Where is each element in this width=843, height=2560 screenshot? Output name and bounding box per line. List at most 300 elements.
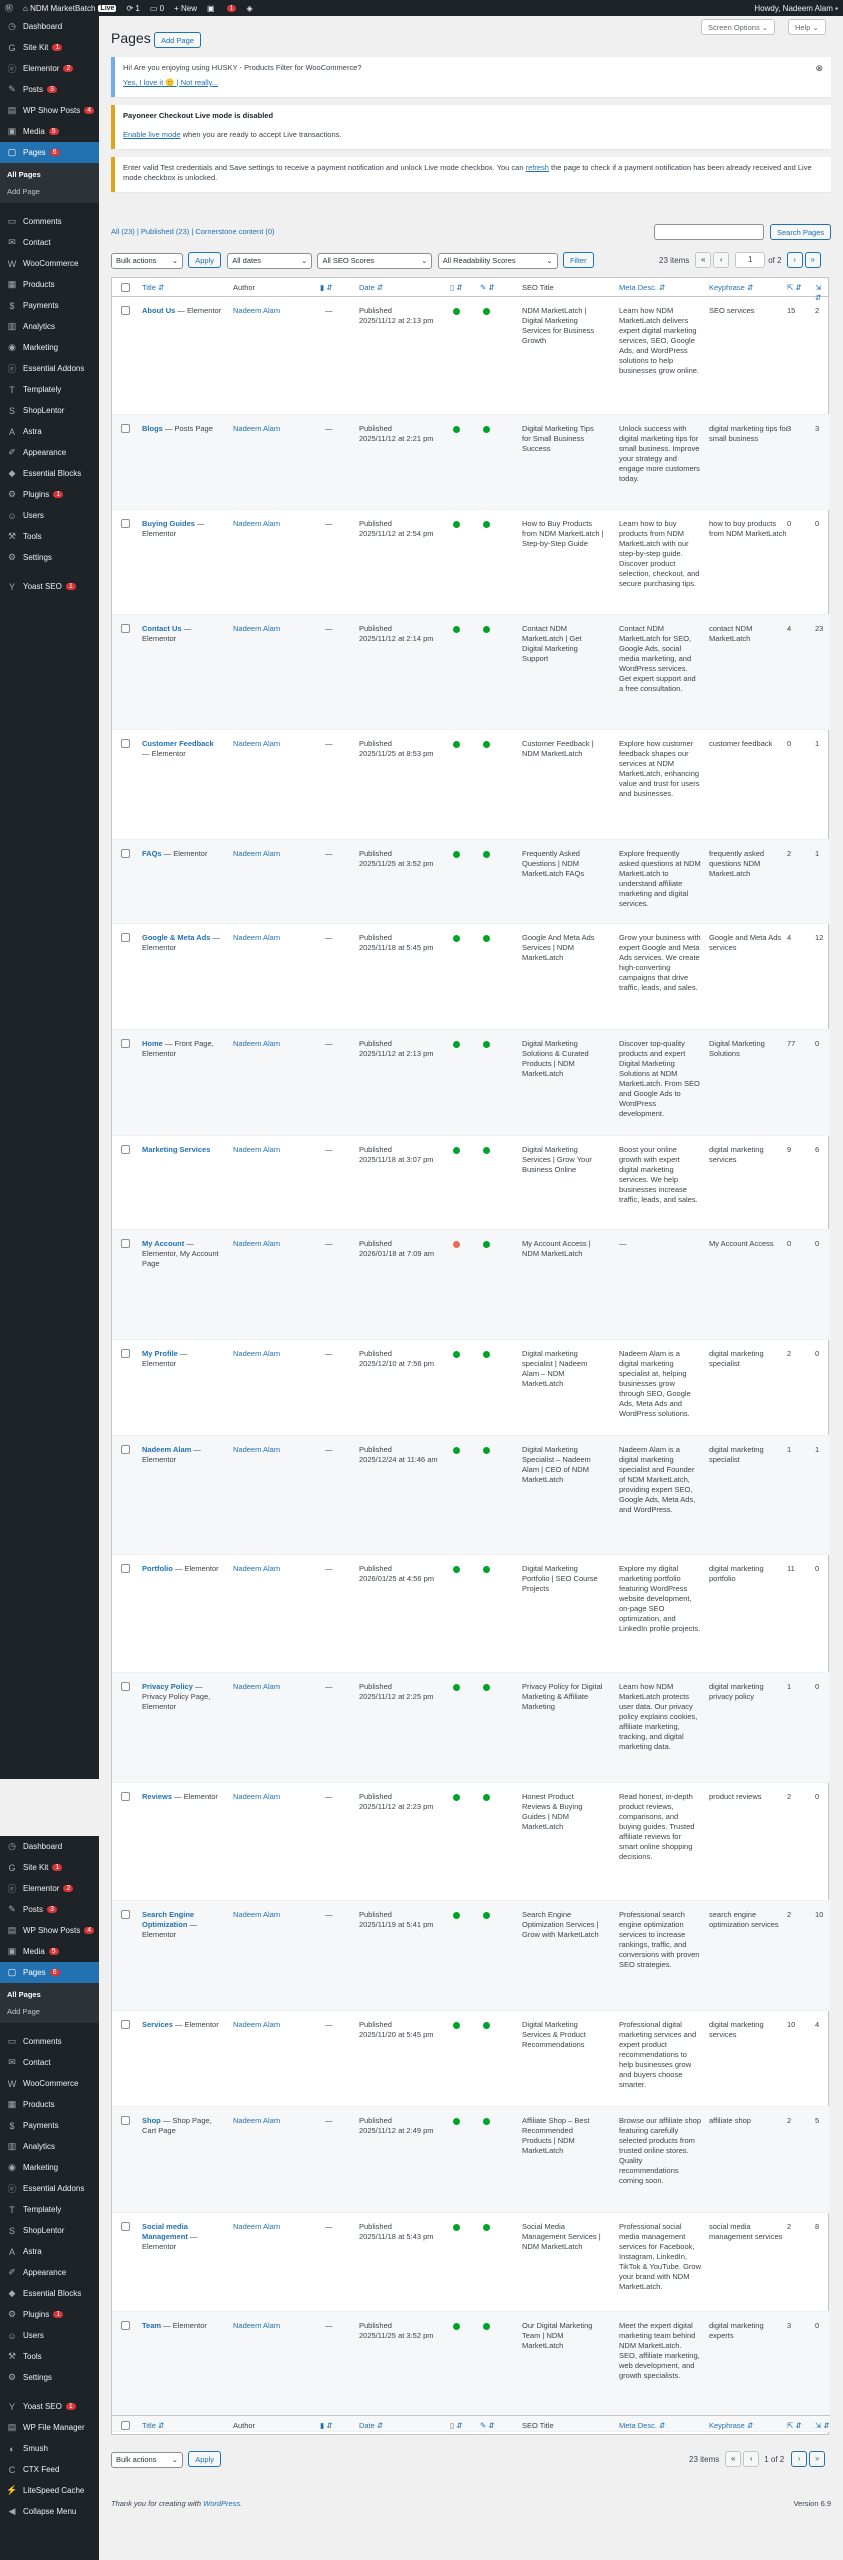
husky-feedback-links[interactable]: Yes, I love it 🙂 | Not really... (123, 78, 219, 87)
page-title-link[interactable]: Search Engine Optimization (142, 1910, 195, 1929)
sidebar-item-products[interactable] (0, 274, 99, 295)
author-link[interactable]: Nadeem Alam (233, 1349, 281, 1358)
meta-desc-column-header[interactable]: Meta Desc. ⇵ (619, 283, 666, 292)
plugins-icon: ⚙ (7, 2309, 17, 2319)
sidebar-item-plugins[interactable] (0, 2304, 99, 2325)
row-checkbox[interactable] (121, 933, 130, 942)
sidebar-item-label: WP Show Posts (23, 106, 81, 115)
author-link[interactable]: Nadeem Alam (233, 739, 281, 748)
sidebar-item-plugins[interactable] (0, 484, 99, 505)
search-input[interactable] (654, 224, 764, 240)
seo-title-cell: Frequently Asked Questions | NDM MarketLatch FAQs (522, 849, 585, 878)
date-cell: Published 2025/11/12 at 2:21 pm (359, 424, 434, 443)
row-checkbox[interactable] (121, 519, 130, 528)
yoast-seo-icon: Y (8, 581, 15, 592)
add-page-button[interactable]: Add Page (154, 32, 201, 48)
page-title-link[interactable]: Team (142, 2321, 162, 2330)
row-checkbox[interactable] (121, 1682, 130, 1691)
readability-score-dot (483, 1351, 490, 1358)
table-row (112, 297, 830, 415)
sidebar-item-astra[interactable] (0, 2241, 99, 2262)
seo-scores-select[interactable]: All SEO Scores ⌄ (317, 253, 432, 269)
elementor-badge: 2 (63, 65, 73, 72)
meta-desc-column-header-footer[interactable]: Meta Desc. ⇵ (619, 2421, 666, 2430)
incoming-links-count: 23 (815, 624, 824, 633)
table-row (112, 1436, 830, 1555)
yoast-seo-badge: 1 (66, 2403, 76, 2410)
sidebar-item-elementor[interactable] (0, 1878, 99, 1899)
screen-options-button[interactable]: Screen Options ⌄ (701, 19, 775, 35)
row-checkbox[interactable] (121, 1564, 130, 1573)
keyphrase-column-header-footer[interactable]: Keyphrase ⇵ (709, 2421, 754, 2430)
dismiss-icon[interactable]: ⊗ (815, 63, 823, 73)
sidebar-item-astra[interactable] (0, 421, 99, 442)
row-checkbox[interactable] (121, 424, 130, 433)
row-checkbox[interactable] (121, 2222, 130, 2231)
submenu-item-all-pages[interactable]: All Pages (7, 1990, 41, 1999)
comment-icon: ▭ (149, 3, 160, 13)
products-icon: ▦ (7, 279, 17, 289)
current-page-input[interactable]: 1 (735, 252, 765, 268)
sidebar-item-media[interactable] (0, 1941, 99, 1962)
prev-page-button: ‹ (713, 252, 729, 268)
sidebar-item-comments[interactable] (0, 2031, 99, 2052)
select-all-checkbox-footer[interactable] (121, 2421, 130, 2430)
items-count: 23 items (659, 255, 690, 265)
sidebar-item-site-kit[interactable] (0, 1857, 99, 1878)
author-link[interactable]: Nadeem Alam (233, 1910, 281, 1919)
page-title-link[interactable]: Nadeem Alam (142, 1445, 192, 1454)
view-filters[interactable]: All (23) | Published (23) | Cornerstone content (0) (111, 227, 275, 236)
sidebar-item-label: Collapse Menu (23, 2507, 77, 2516)
payoneer-notice (111, 105, 831, 149)
sidebar-item-label: Comments (23, 2037, 62, 2046)
page-title-link[interactable]: Services (142, 2020, 173, 2029)
date-column-header-footer[interactable]: Date ⇵ (359, 2421, 384, 2430)
table-row (112, 615, 830, 730)
sidebar-item-appearance[interactable] (0, 442, 99, 463)
author-link[interactable]: Nadeem Alam (233, 306, 281, 315)
site-kit-icon: G (8, 42, 16, 53)
notifications-link[interactable] (220, 0, 242, 16)
sidebar-item-settings[interactable] (0, 2367, 99, 2388)
table-row (112, 415, 830, 510)
readability-score-dot (483, 2224, 490, 2231)
comments-count: — (325, 1564, 333, 1573)
author-link[interactable]: Nadeem Alam (233, 2020, 281, 2029)
seo-title-cell: Digital marketing specialist | Nadeem Alam – NDM MarketLatch (522, 1349, 588, 1388)
payoneer-text: when you are ready to accept Live transactions. (180, 130, 342, 139)
sidebar-item-litespeed-cache[interactable] (0, 2480, 99, 2501)
page-title-link[interactable]: Home (142, 1039, 163, 1048)
date-cell: Published 2025/11/12 at 2:23 pm (359, 1792, 434, 1811)
date-cell: Published 2025/11/18 at 3:07 pm (359, 1145, 434, 1164)
next-page-button-bottom[interactable]: › (791, 2451, 807, 2467)
last-page-button[interactable]: » (805, 252, 821, 268)
page-title: Pages (111, 30, 151, 46)
sidebar-item-pages[interactable] (0, 1962, 99, 1983)
page-title-cell (142, 1039, 222, 1059)
sidebar-item-collapse-menu[interactable] (0, 2501, 99, 2522)
sidebar-item-wp-file-manager[interactable] (0, 2417, 99, 2438)
comments-count: — (325, 306, 333, 315)
site-name-link[interactable] (18, 0, 121, 16)
admin-sidebar (0, 16, 99, 1779)
submenu-item-add-page[interactable]: Add Page (7, 2007, 40, 2016)
sidebar-item-label: Site Kit (23, 43, 49, 52)
sidebar-item-tools[interactable] (0, 2346, 99, 2367)
title-column-header[interactable]: Title ⇵ (142, 283, 165, 292)
sidebar-item-yoast-seo[interactable] (0, 2396, 99, 2417)
date-column-header[interactable]: Date ⇵ (359, 283, 384, 292)
outgoing-links-count: 2 (787, 1792, 792, 1801)
sidebar-item-analytics[interactable] (0, 316, 99, 337)
page-title-link[interactable]: Contact Us (142, 624, 182, 633)
seo-title-cell: Google And Meta Ads Services | NDM MarketLatch (522, 933, 595, 962)
title-column-header-footer[interactable]: Title ⇵ (142, 2421, 165, 2430)
apply-button-bottom[interactable]: Apply (188, 2451, 221, 2467)
table-row (112, 1673, 830, 1783)
outgoing-links-count: 0 (787, 519, 792, 528)
page-title-link[interactable]: About Us (142, 306, 176, 315)
wordpress-link[interactable]: WordPress. (203, 2499, 243, 2508)
sidebar-item-wp-show-posts[interactable] (0, 100, 99, 121)
sidebar-item-users[interactable] (0, 505, 99, 526)
author-link[interactable]: Nadeem Alam (233, 2116, 281, 2125)
keyphrase-cell: digital marketing services (709, 2020, 764, 2039)
sidebar-item-pages[interactable] (0, 142, 99, 163)
sidebar-item-settings[interactable] (0, 547, 99, 568)
wordpress-logo-icon[interactable]: Ⓦ (5, 3, 13, 13)
date-cell: Published 2025/11/12 at 2:13 pm (359, 1039, 434, 1058)
readability-score-dot (483, 1447, 490, 1454)
comments-link[interactable] (145, 0, 169, 16)
seo-title-cell: NDM MarketLatch | Digital Marketing Services for Business Growth (522, 306, 595, 345)
page-state-label: — Elementor (161, 849, 208, 858)
keyphrase-cell: product reviews (709, 1792, 762, 1801)
date-cell: Published 2025/11/12 at 2:25 pm (359, 1682, 434, 1701)
meta-desc-cell: Meet the expert digital marketing team behind NDM MarketLatch. SEO, affiliate marketing, web development, and growth specialists. (619, 2321, 700, 2380)
site-name: NDM MarketBatch (30, 3, 96, 13)
seo-score-dot (453, 1566, 460, 1573)
sidebar-item-shoplentor[interactable] (0, 400, 99, 421)
page-title-link[interactable]: Google & Meta Ads (142, 933, 211, 942)
row-checkbox[interactable] (121, 1039, 130, 1048)
woo-icon[interactable]: ▣ (206, 3, 215, 13)
sidebar-item-comments[interactable] (0, 211, 99, 232)
sidebar-item-tools[interactable] (0, 526, 99, 547)
row-checkbox[interactable] (121, 1145, 130, 1154)
row-checkbox[interactable] (121, 849, 130, 858)
keyphrase-cell: digital marketing portfolio (709, 1564, 764, 1583)
sidebar-item-ctx-feed[interactable] (0, 2459, 99, 2480)
table-row (112, 1340, 830, 1436)
author-link[interactable]: Nadeem Alam (233, 519, 281, 528)
author-link[interactable]: Nadeem Alam (233, 933, 281, 942)
sidebar-item-contact[interactable] (0, 232, 99, 253)
plus-icon: + (174, 3, 181, 13)
dates-select[interactable]: All dates ⌄ (227, 253, 312, 269)
page-title-link[interactable]: Social media Management (142, 2222, 188, 2241)
readability-score-dot (483, 2022, 490, 2029)
refresh-link[interactable]: refresh (525, 163, 549, 172)
comments-column-icon-footer[interactable]: ▮ ⇵ (320, 2421, 333, 2430)
sidebar-item-label: Yoast SEO (23, 582, 62, 591)
incoming-links-count: 10 (815, 1910, 824, 1919)
author-link[interactable]: Nadeem Alam (233, 1039, 281, 1048)
sidebar-item-label: ShopLentor (23, 2226, 65, 2235)
sidebar-item-label: Settings (23, 553, 52, 562)
total-pages: of 2 (768, 255, 782, 265)
page-title-link[interactable]: My Account (142, 1239, 185, 1248)
sidebar-item-marketing[interactable] (0, 2157, 99, 2178)
page-title-link[interactable]: Marketing Services (142, 1145, 211, 1154)
row-checkbox[interactable] (121, 2116, 130, 2125)
meta-desc-cell: Contact NDM MarketLatch for SEO, Google Ads, social media marketing, and WordPress services. Get expert support and a free consultation. (619, 624, 696, 693)
sidebar-item-essential-addons[interactable] (0, 358, 99, 379)
meta-desc-cell: Professional social media management services for Facebook, Instagram, LinkedIn, TikTok & YouTube. Grow your brand with NDM MarketLatch. (619, 2222, 701, 2291)
sidebar-item-label: Media (23, 127, 45, 136)
shoplentor-icon: S (8, 2225, 15, 2236)
row-checkbox[interactable] (121, 2321, 130, 2330)
contact-icon: ✉ (8, 237, 16, 247)
sidebar-item-dashboard[interactable] (0, 16, 99, 37)
sidebar-item-products[interactable] (0, 2094, 99, 2115)
bulk-actions-select-bottom[interactable]: Bulk actions ⌄ (111, 2452, 183, 2468)
keyphrase-cell: Digital Marketing Solutions (709, 1039, 765, 1058)
page-title-link[interactable]: Buying Guides (142, 519, 195, 528)
sidebar-item-label: Users (23, 511, 44, 520)
row-checkbox[interactable] (121, 1792, 130, 1801)
readability-column-icon-footer[interactable]: ✎ ⇵ (480, 2421, 495, 2430)
outgoing-links-column-icon[interactable]: ⇱ ⇵ (787, 283, 802, 292)
sidebar-item-essential-blocks[interactable] (0, 463, 99, 484)
sidebar-item-posts[interactable] (0, 1899, 99, 1920)
sidebar-item-marketing[interactable] (0, 337, 99, 358)
page-state-label: — Elementor (142, 749, 186, 758)
sidebar-item-woocommerce[interactable] (0, 253, 99, 274)
sidebar-item-shoplentor[interactable] (0, 2220, 99, 2241)
sidebar-item-essential-addons[interactable] (0, 2178, 99, 2199)
page-title-link[interactable]: Blogs (142, 424, 163, 433)
howdy-link[interactable] (749, 0, 843, 16)
author-link[interactable]: Nadeem Alam (233, 1239, 281, 1248)
page-state-label: — Elementor (142, 624, 192, 643)
row-checkbox[interactable] (121, 1239, 130, 1248)
incoming-links-column-icon[interactable]: ⇲ ⇵ (815, 283, 822, 302)
page-title-link[interactable]: Shop (142, 2116, 161, 2125)
sidebar-item-appearance[interactable] (0, 2262, 99, 2283)
seo-score-dot (453, 935, 460, 942)
sidebar-item-essential-blocks[interactable] (0, 2283, 99, 2304)
sidebar-item-site-kit[interactable] (0, 37, 99, 58)
woocommerce-icon: W (7, 258, 17, 269)
marketing-icon: ◉ (8, 342, 16, 352)
page-title-link[interactable]: Reviews (142, 1792, 173, 1801)
row-checkbox[interactable] (121, 2020, 130, 2029)
outgoing-links-count: 0 (787, 739, 792, 748)
help-button[interactable]: Help ⌄ (788, 19, 826, 35)
keyphrase-cell: SEO services (709, 306, 755, 315)
author-link[interactable]: Nadeem Alam (233, 1682, 281, 1691)
readability-column-icon[interactable]: ✎ ⇵ (480, 283, 495, 292)
sidebar-item-label: Payments (23, 2121, 59, 2130)
pages-submenu (0, 163, 99, 203)
yoast-seo-icon: Y (8, 2401, 15, 2412)
incoming-links-count: 1 (815, 849, 820, 858)
search-pages-button[interactable]: Search Pages (770, 224, 831, 240)
seo-score-column-icon[interactable]: ▯ ⇵ (450, 283, 463, 292)
select-all-checkbox[interactable] (121, 283, 130, 292)
comments-count: 0 (159, 3, 165, 13)
incoming-links-count: 8 (815, 2222, 820, 2231)
row-checkbox[interactable] (121, 1910, 130, 1919)
keyphrase-cell: customer feedback (709, 739, 773, 748)
date-cell: Published 2025/11/12 at 2:54 pm (359, 519, 434, 538)
author-column-header: Author (233, 283, 256, 292)
pages-badge: 6 (50, 149, 60, 156)
comments-count: — (325, 2321, 333, 2330)
incoming-links-column-icon-footer[interactable]: ⇲ ⇵ (815, 2421, 830, 2430)
meta-desc-cell: Learn how NDM MarketLatch delivers expert digital marketing services, SEO, Google Ads, and WordPress solutions to help businesses grow online. (619, 306, 700, 375)
smush-icon: ◐ (9, 2443, 15, 2454)
page-state-label: — Elementor (172, 1564, 219, 1573)
comments-count: — (325, 1445, 333, 1454)
sidebar-item-users[interactable] (0, 2325, 99, 2346)
comments-count: — (325, 1792, 333, 1801)
sidebar-item-dashboard[interactable] (0, 1836, 99, 1857)
page-title-cell (142, 2222, 222, 2252)
keyphrase-cell: affiliate shop (709, 2116, 751, 2125)
sidebar-item-woocommerce[interactable] (0, 2073, 99, 2094)
sidebar-item-analytics[interactable] (0, 2136, 99, 2157)
sidebar-item-label: Essential Blocks (23, 2289, 82, 2298)
sidebar-item-yoast-seo[interactable] (0, 576, 99, 597)
submenu-item-add-page[interactable]: Add Page (7, 187, 40, 196)
seo-score-dot (453, 2022, 460, 2029)
table-row (112, 840, 830, 924)
outgoing-links-count: 2 (787, 2116, 792, 2125)
page-title-link[interactable]: Privacy Policy (142, 1682, 193, 1691)
elementor-badge: 2 (63, 1885, 73, 1892)
essential-blocks-icon: ◆ (8, 2288, 16, 2298)
page-title-cell (142, 306, 222, 316)
enable-live-mode-link[interactable]: Enable live mode (123, 130, 181, 139)
page-state-label: — Elementor (175, 306, 222, 315)
last-page-button-bottom[interactable]: » (809, 2451, 825, 2467)
sidebar-item-posts[interactable] (0, 79, 99, 100)
author-link[interactable]: Nadeem Alam (233, 1564, 281, 1573)
keyphrase-column-header[interactable]: Keyphrase ⇵ (709, 283, 754, 292)
row-checkbox[interactable] (121, 624, 130, 633)
keyphrase-cell: digital marketing specialist (709, 1349, 764, 1368)
sidebar-item-label: Elementor (23, 64, 60, 73)
page-title-cell (142, 1239, 222, 1269)
author-link[interactable]: Nadeem Alam (233, 1792, 281, 1801)
sidebar-item-wp-show-posts[interactable] (0, 1920, 99, 1941)
new-content-link[interactable] (169, 0, 202, 16)
comments-column-icon[interactable]: ▮ ⇵ (320, 283, 333, 292)
outgoing-links-count: 0 (787, 1239, 792, 1248)
sidebar-item-templately[interactable] (0, 379, 99, 400)
author-link[interactable]: Nadeem Alam (233, 1445, 281, 1454)
apply-button[interactable]: Apply (188, 252, 221, 268)
page-state-label: — Elementor (142, 933, 221, 952)
readability-score-dot (483, 1794, 490, 1801)
sidebar-item-payments[interactable] (0, 2115, 99, 2136)
author-link[interactable]: Nadeem Alam (233, 624, 281, 633)
page-title-link[interactable]: Customer Feedback (142, 739, 214, 748)
sidebar-item-payments[interactable] (0, 295, 99, 316)
incoming-links-count: 0 (815, 1349, 820, 1358)
table-row (112, 2107, 830, 2213)
sidebar-item-elementor[interactable] (0, 58, 99, 79)
keyphrase-cell: how to buy products from NDM MarketLatch (709, 519, 787, 538)
author-link[interactable]: Nadeem Alam (233, 2321, 281, 2330)
outgoing-links-column-icon-footer[interactable]: ⇱ ⇵ (787, 2421, 802, 2430)
next-page-button[interactable]: › (787, 252, 803, 268)
readability-select[interactable]: All Readability Scores ⌄ (438, 253, 558, 269)
sidebar-item-label: Astra (23, 427, 42, 436)
page-title-link[interactable]: My Profile (142, 1349, 178, 1358)
sidebar-item-smush[interactable] (0, 2438, 99, 2459)
sidebar-item-label: Essential Blocks (23, 469, 82, 478)
sidebar-item-media[interactable] (0, 121, 99, 142)
seo-title-cell: Digital Marketing Tips for Small Business Success (522, 424, 594, 453)
seo-score-column-icon-footer[interactable]: ▯ ⇵ (450, 2421, 463, 2430)
sidebar-item-label: WooCommerce (23, 2079, 79, 2088)
ctx-feed-icon: C (8, 2464, 16, 2475)
appearance-icon: ✐ (8, 447, 16, 457)
row-checkbox[interactable] (121, 1445, 130, 1454)
yoast-icon[interactable]: ◈ (246, 3, 253, 13)
sidebar-item-contact[interactable] (0, 2052, 99, 2073)
wp-show-posts-badge: 4 (84, 107, 94, 114)
bulk-actions-select[interactable]: Bulk actions ⌄ (111, 253, 183, 269)
date-cell: Published 2025/11/12 at 2:14 pm (359, 624, 434, 643)
outgoing-links-count: 1 (787, 1445, 792, 1454)
author-link[interactable]: Nadeem Alam (233, 424, 281, 433)
meta-desc-cell: Nadeem Alam is a digital marketing specialist at, helping businesses grow through SEO, Google Ads, Meta Ads and WordPress solutions. (619, 1349, 691, 1418)
outgoing-links-count: 3 (787, 2321, 792, 2330)
pages-icon: ▢ (7, 1967, 17, 1977)
row-checkbox[interactable] (121, 1349, 130, 1358)
outgoing-links-count: 3 (787, 424, 792, 433)
author-link[interactable]: Nadeem Alam (233, 849, 281, 858)
sidebar-item-label: Site Kit (23, 1863, 49, 1872)
page-title-link[interactable]: FAQs (142, 849, 162, 858)
keyphrase-cell: digital marketing tips for small business (709, 424, 789, 443)
author-link[interactable]: Nadeem Alam (233, 1145, 281, 1154)
sidebar-item-templately[interactable] (0, 2199, 99, 2220)
submenu-item-all-pages[interactable]: All Pages (7, 170, 41, 179)
sidebar-item-label: Yoast SEO (23, 2402, 62, 2411)
date-cell: Published 2026/01/18 at 7:09 am (359, 1239, 435, 1258)
sidebar-item-label: Astra (23, 2247, 42, 2256)
astra-icon: A (8, 2246, 15, 2257)
author-link[interactable]: Nadeem Alam (233, 2222, 281, 2231)
incoming-links-count: 3 (815, 424, 820, 433)
row-checkbox[interactable] (121, 739, 130, 748)
row-checkbox[interactable] (121, 306, 130, 315)
page-title-cell (142, 424, 222, 434)
updates-link[interactable] (121, 0, 144, 16)
incoming-links-count: 0 (815, 1792, 820, 1801)
page-title-link[interactable]: Portfolio (142, 1564, 173, 1573)
comments-count: — (325, 1239, 333, 1248)
filter-button[interactable]: Filter (563, 252, 594, 268)
sidebar-item-label: Marketing (23, 2163, 59, 2172)
